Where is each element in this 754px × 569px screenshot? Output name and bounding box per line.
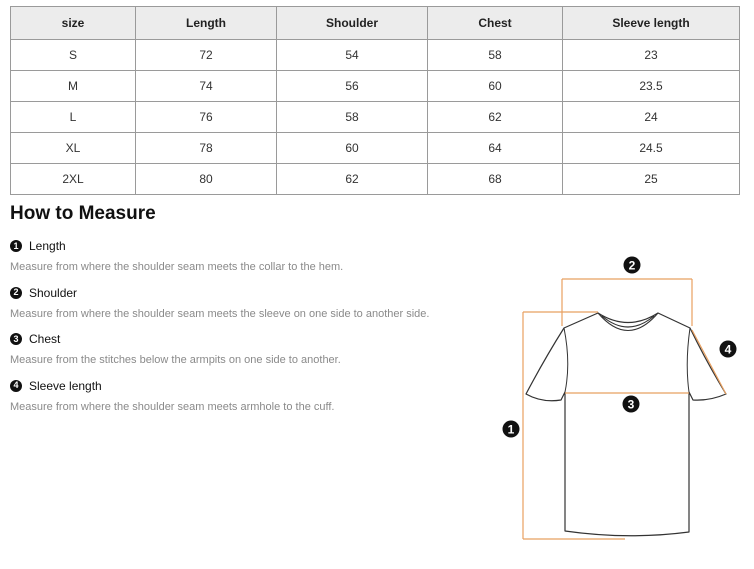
- cell-chest: 60: [428, 71, 563, 102]
- marker-4-icon: [720, 341, 737, 358]
- cell-size: 2XL: [11, 164, 136, 195]
- header-length: Length: [136, 7, 277, 40]
- cell-sleeve-length: 25: [563, 164, 740, 195]
- header-size: size: [11, 7, 136, 40]
- cell-length: 76: [136, 102, 277, 133]
- table-row: [11, 133, 740, 164]
- measure-description: Measure from where the shoulder seam meets the collar to the hem.: [10, 261, 344, 273]
- cell-length: 74: [136, 71, 277, 102]
- tshirt-outline-icon: [526, 313, 726, 536]
- marker-1-icon: [503, 421, 520, 438]
- number-badge-icon: 3: [10, 333, 22, 345]
- svg-text:1: 1: [507, 422, 515, 437]
- measure-description: Measure from where the shoulder seam meets the sleeve on one side to another side.: [10, 307, 430, 320]
- header-shoulder: Shoulder: [277, 7, 428, 40]
- cell-size: S: [11, 40, 136, 71]
- cell-sleeve-length: 23: [563, 40, 740, 71]
- cell-size: XL: [11, 133, 136, 164]
- measure-item-chest: [10, 331, 480, 378]
- size-chart-table: [10, 6, 740, 195]
- measure-label: Chest: [29, 332, 61, 346]
- cell-shoulder: 60: [277, 133, 428, 164]
- cell-sleeve-length: 23.5: [563, 71, 740, 102]
- armhole-seams: [564, 328, 690, 392]
- measure-item-sleeve-length: [10, 378, 480, 425]
- header-chest: Chest: [428, 7, 563, 40]
- table-row: [11, 102, 740, 133]
- measure-label: Length: [29, 239, 66, 253]
- cell-chest: 64: [428, 133, 563, 164]
- cell-sleeve-length: 24.5: [563, 133, 740, 164]
- svg-text:2: 2: [628, 258, 636, 273]
- cell-size: M: [11, 71, 136, 102]
- table-row: [11, 40, 740, 71]
- cell-size: L: [11, 102, 136, 133]
- collar-outline: [598, 313, 658, 331]
- cell-length: 78: [136, 133, 277, 164]
- cell-sleeve-length: 24: [563, 102, 740, 133]
- measure-item-length: [10, 238, 480, 285]
- number-badge-icon: 4: [10, 380, 22, 392]
- number-badge-icon: 1: [10, 240, 22, 252]
- table-header-row: [11, 7, 740, 40]
- measure-description: Measure from where the shoulder seam meets armhole to the cuff.: [10, 400, 335, 413]
- svg-text:4: 4: [724, 342, 732, 357]
- cell-shoulder: 58: [277, 102, 428, 133]
- svg-text:3: 3: [627, 397, 635, 412]
- marker-2-icon: [624, 257, 641, 274]
- number-badge-icon: 2: [10, 287, 22, 299]
- cell-chest: 68: [428, 164, 563, 195]
- header-sleeve-length: Sleeve length: [563, 7, 740, 40]
- table-row: [11, 71, 740, 102]
- measure-label: Sleeve length: [29, 378, 102, 393]
- cell-shoulder: 56: [277, 71, 428, 102]
- table-row: [11, 164, 740, 195]
- measure-description: Measure from the stitches below the armpits on one side to another.: [10, 354, 341, 366]
- marker-3-icon: [623, 396, 640, 413]
- cell-length: 80: [136, 164, 277, 195]
- cell-chest: 58: [428, 40, 563, 71]
- measure-item-shoulder: [10, 285, 480, 332]
- cell-shoulder: 54: [277, 40, 428, 71]
- measure-instructions: [10, 238, 480, 424]
- cell-chest: 62: [428, 102, 563, 133]
- measure-label: Shoulder: [29, 285, 78, 300]
- tshirt-measurement-diagram: [495, 248, 745, 548]
- how-to-measure-title: How to Measure: [10, 203, 156, 224]
- cell-shoulder: 62: [277, 164, 428, 195]
- cell-length: 72: [136, 40, 277, 71]
